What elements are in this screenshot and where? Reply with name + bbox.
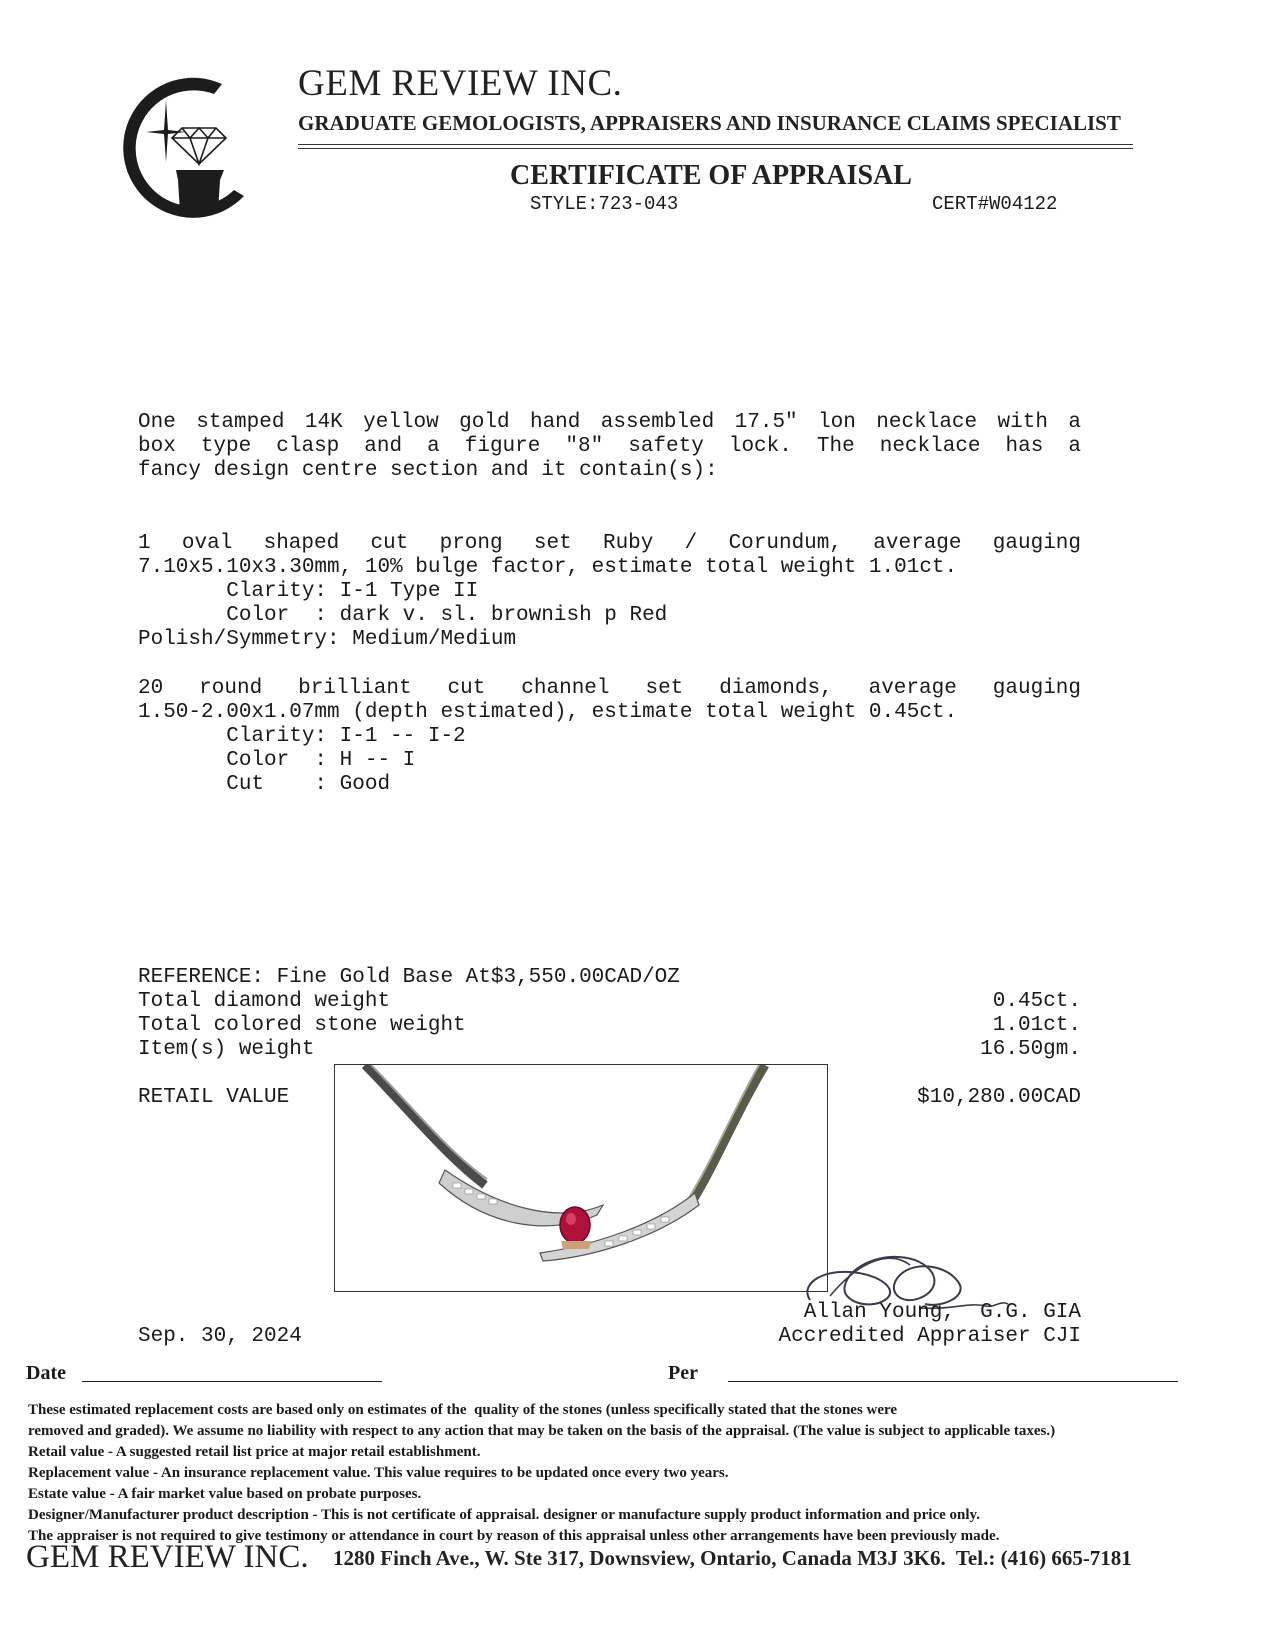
style-number: STYLE:723-043 (530, 193, 679, 215)
item-weight-label: Item(s) weight (138, 1038, 315, 1061)
disclaimer-line: Designer/Manufacturer product description - This is not certificate of appraisal. designer or manufacture supply product information and price only. (28, 1507, 980, 1523)
header-rule (298, 144, 1133, 145)
per-signature-line (728, 1381, 1178, 1382)
ruby-color: Color : dark v. sl. brownish p Red (138, 604, 668, 627)
disclaimer-line: The appraiser is not required to give testimony or attendance in court by reason of this appraisal unless other arrangements have been previously made. (28, 1528, 1000, 1544)
ruby-clarity: Clarity: I-1 Type II (138, 580, 479, 603)
appraiser-name: Allan Young, G.G. GIA (803, 1301, 1081, 1324)
retail-value-label: RETAIL VALUE (138, 1086, 290, 1109)
ruby-description: 1 oval shaped cut prong set Ruby / Corundum, average gauging (138, 532, 1081, 555)
company-logo (104, 72, 264, 222)
diamond-clarity: Clarity: I-1 -- I-2 (138, 725, 466, 748)
ruby-stone (560, 1207, 590, 1243)
diamond-icon (172, 128, 226, 164)
item-weight-value: 16.50gm. (980, 1038, 1081, 1061)
certificate-number: CERT#W04122 (932, 193, 1058, 215)
certificate-title: CERTIFICATE OF APPRAISAL (510, 160, 912, 191)
company-tagline: GRADUATE GEMOLOGISTS, APPRAISERS AND INSURANCE CLAIMS SPECIALIST (298, 111, 1121, 135)
company-name: GEM REVIEW INC. (298, 63, 623, 104)
diamond-cut: Cut : Good (138, 773, 391, 796)
disclaimer-line: These estimated replacement costs are based only on estimates of the quality of the stones (unless specifically stated that the stones were (28, 1402, 898, 1418)
retail-value-amount: $10,280.00CAD (917, 1086, 1081, 1109)
description-line: box type clasp and a figure "8" safety lock. The necklace has a (138, 435, 1081, 458)
total-diamond-weight-label: Total diamond weight (138, 990, 391, 1013)
footer-company-name: GEM REVIEW INC. (26, 1539, 309, 1575)
footer-address: 1280 Finch Ave., W. Ste 317, Downsview, Ontario, Canada M3J 3K6. Tel.: (416) 665-7181 (333, 1546, 1132, 1570)
diamond-color: Color : H -- I (138, 749, 416, 772)
disclaimer-line: removed and graded). We assume no liability with respect to any action that may be taken on the basis of the appraisal. (The value is subject to applicable taxes.) (28, 1423, 1056, 1439)
per-label: Per (668, 1362, 698, 1384)
date-label: Date (26, 1362, 66, 1384)
appraisal-date: Sep. 30, 2024 (138, 1325, 302, 1348)
logo-pedestal (176, 170, 224, 212)
disclaimer-line: Replacement value - An insurance replacement value. This value requires to be updated once every two years. (28, 1465, 729, 1481)
necklace-image (335, 1065, 827, 1291)
total-diamond-weight-value: 0.45ct. (992, 990, 1081, 1013)
disclaimer-line: Estate value - A fair market value based on probate purposes. (28, 1486, 422, 1502)
description-line: fancy design centre section and it contain(s): (138, 459, 718, 482)
necklace-photo (334, 1064, 828, 1292)
description-line: One stamped 14K yellow gold hand assembled 17.5" lon necklace with a (138, 411, 1081, 434)
appraiser-title: Accredited Appraiser CJI (778, 1325, 1081, 1348)
date-signature-line (82, 1381, 382, 1382)
total-colored-stone-weight-label: Total colored stone weight (138, 1014, 466, 1037)
total-colored-stone-weight-value: 1.01ct. (992, 1014, 1081, 1037)
header-rule (298, 148, 1133, 149)
reference-line: REFERENCE: Fine Gold Base At$3,550.00CAD/OZ (138, 966, 680, 989)
disclaimer-line: Retail value - A suggested retail list price at major retail establishment. (28, 1444, 481, 1460)
ruby-gauging: 7.10x5.10x3.30mm, 10% bulge factor, estimate total weight 1.01ct. (138, 556, 958, 579)
diamond-description: 20 round brilliant cut channel set diamonds, average gauging (138, 677, 1081, 700)
diamond-gauging: 1.50-2.00x1.07mm (depth estimated), estimate total weight 0.45ct. (138, 701, 958, 724)
ruby-polish-symmetry: Polish/Symmetry: Medium/Medium (138, 628, 517, 651)
